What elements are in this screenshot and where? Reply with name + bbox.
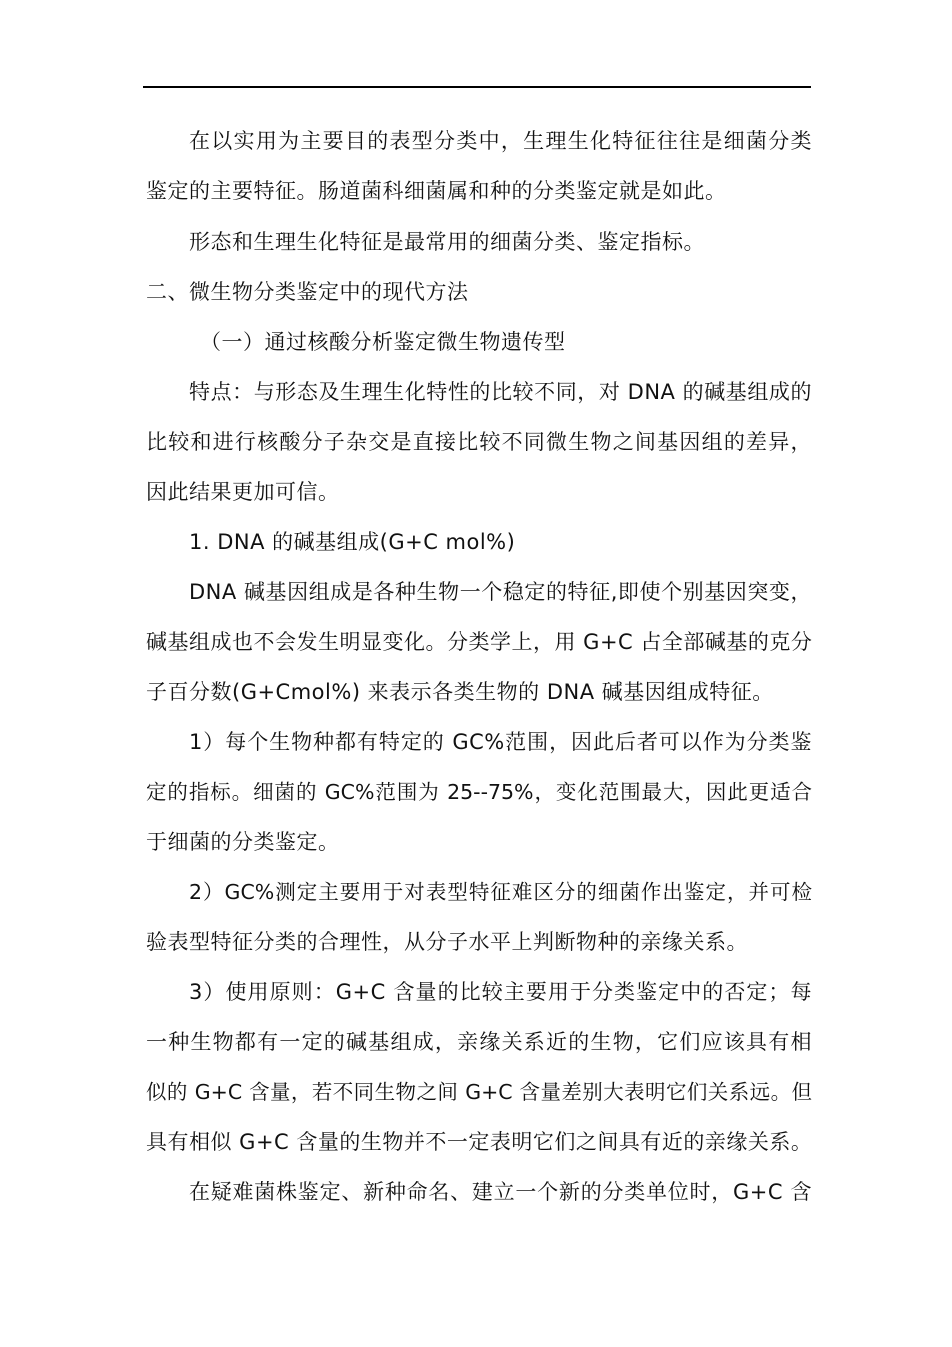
paragraph-line: 似的 G+C 含量，若不同生物之间 G+C 含量差别大表明它们关系远。但 [146, 1080, 812, 1104]
subsection-heading: （一）通过核酸分析鉴定微生物遗传型 [200, 330, 566, 354]
paragraph-line: 碱基组成也不会发生明显变化。分类学上，用 G+C 占全部碱基的克分 [146, 630, 812, 654]
paragraph-line: 一种生物都有一定的碱基组成，亲缘关系近的生物，它们应该具有相 [146, 1030, 812, 1054]
section-heading: 二、微生物分类鉴定中的现代方法 [146, 280, 469, 304]
paragraph-line: 2）GC%测定主要用于对表型特征难区分的细菌作出鉴定，并可检 [189, 880, 812, 904]
paragraph-line: 定的指标。细菌的 GC%范围为 25--75%，变化范围最大，因此更适合 [146, 780, 812, 804]
paragraph-line: 在以实用为主要目的表型分类中，生理生化特征往往是细菌分类 [189, 129, 812, 153]
paragraph-line: 具有相似 G+C 含量的生物并不一定表明它们之间具有近的亲缘关系。 [146, 1130, 812, 1154]
paragraph-line: 于细菌的分类鉴定。 [146, 830, 340, 854]
paragraph-line: 子百分数(G+Cmol%) 来表示各类生物的 DNA 碱基因组成特征。 [146, 680, 774, 704]
paragraph-line: 比较和进行核酸分子杂交是直接比较不同微生物之间基因组的差异， [146, 430, 812, 454]
header-rule [143, 86, 811, 88]
paragraph-line: 3）使用原则：G+C 含量的比较主要用于分类鉴定中的否定；每 [189, 980, 812, 1004]
paragraph-line: 1）每个生物种都有特定的 GC%范围，因此后者可以作为分类鉴 [189, 730, 812, 754]
paragraph-line: DNA 碱基因组成是各种生物一个稳定的特征,即使个别基因突变， [189, 580, 812, 604]
subsection-heading: 1. DNA 的碱基组成(G+C mol%) [189, 530, 516, 554]
paragraph-line: 形态和生理生化特征是最常用的细菌分类、鉴定指标。 [189, 230, 705, 254]
paragraph-line: 在疑难菌株鉴定、新种命名、建立一个新的分类单位时，G+C 含 [189, 1180, 812, 1204]
paragraph-line: 因此结果更加可信。 [146, 480, 340, 504]
paragraph-line: 验表型特征分类的合理性，从分子水平上判断物种的亲缘关系。 [146, 930, 748, 954]
paragraph-line: 鉴定的主要特征。肠道菌科细菌属和种的分类鉴定就是如此。 [146, 179, 727, 203]
paragraph-line: 特点：与形态及生理生化特性的比较不同，对 DNA 的碱基组成的 [189, 380, 812, 404]
